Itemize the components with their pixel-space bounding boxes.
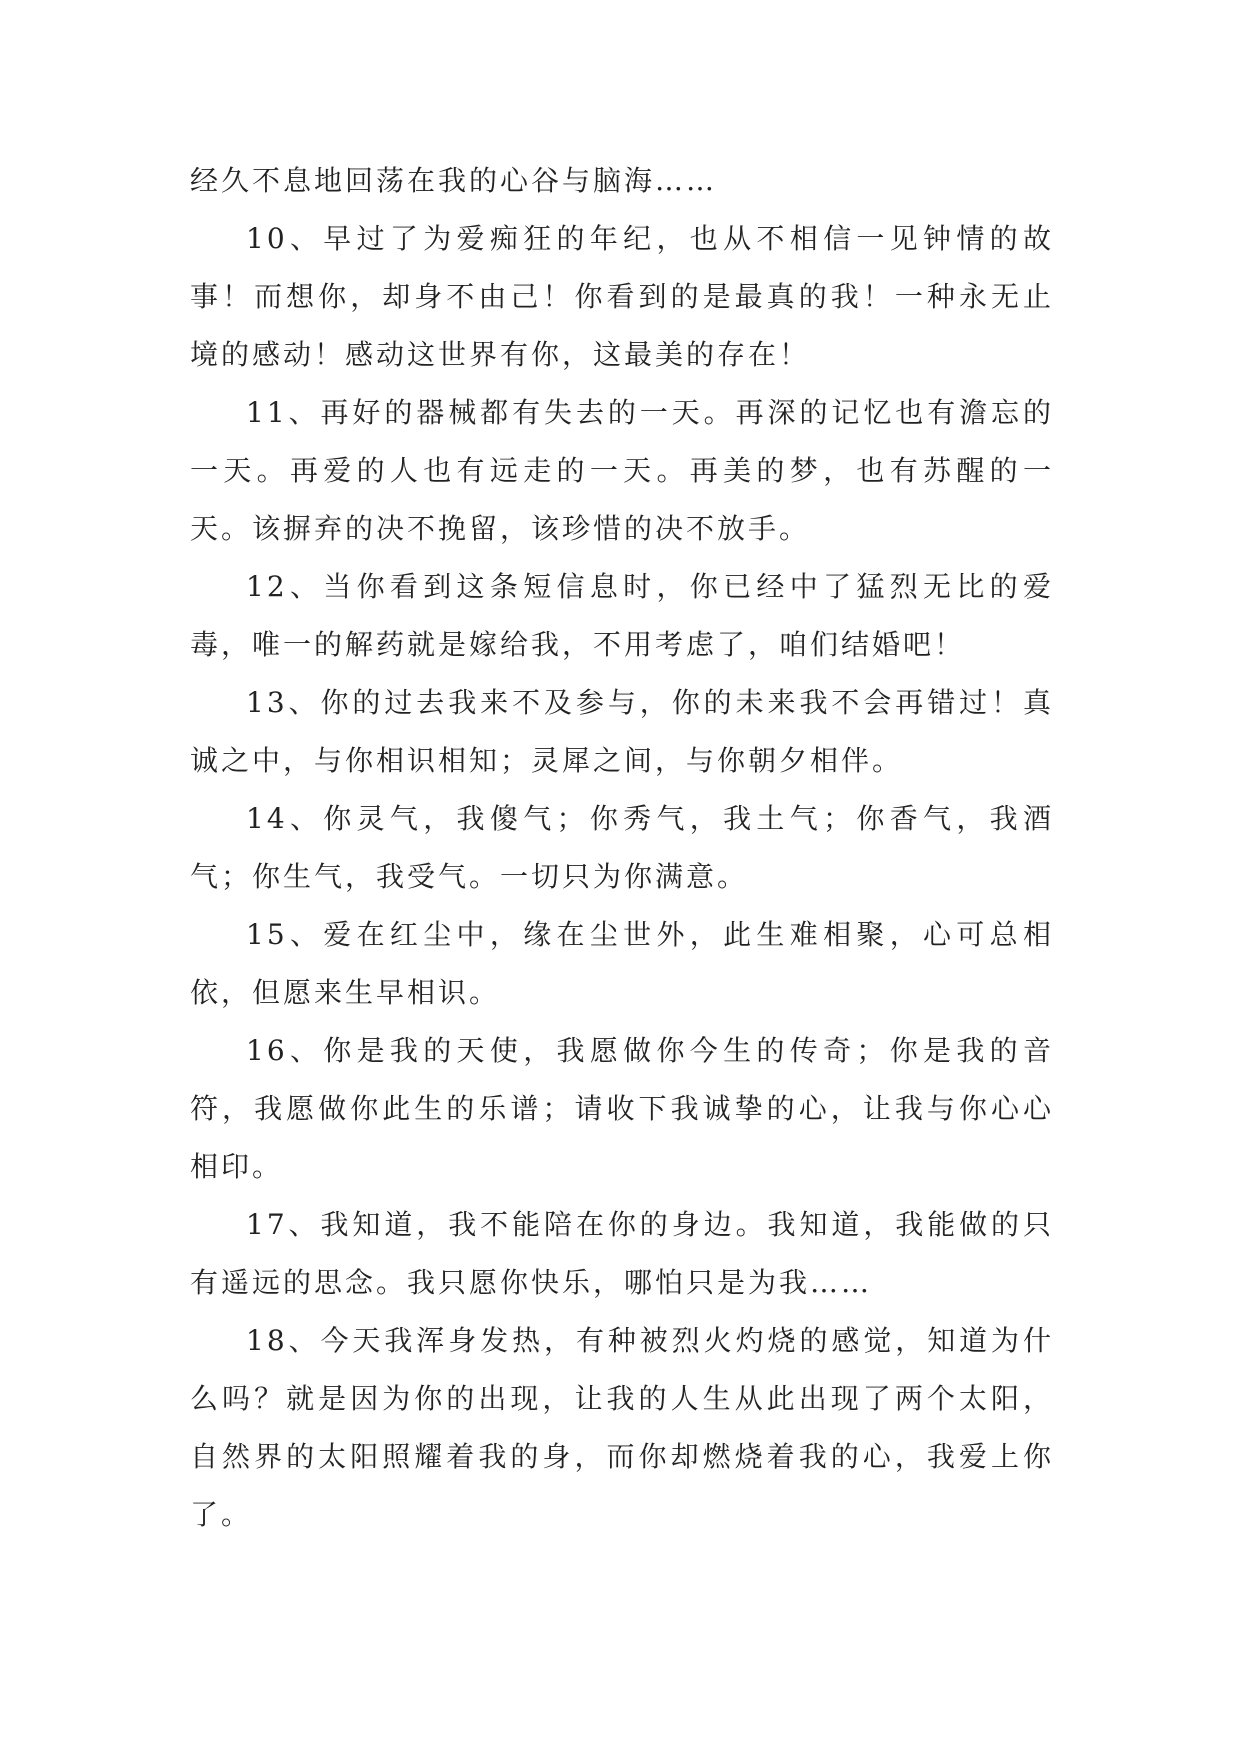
paragraph-13: 13、你的过去我来不及参与，你的未来我不会再错过！真诚之中，与你相识相知；灵犀之间，与你朝夕相伴。	[190, 686, 1054, 777]
paragraph-16: 16、你是我的天使，我愿做你今生的传奇；你是我的音符，我愿做你此生的乐谱；请收下我诚挚的心，让我与你心心相印。	[190, 1034, 1054, 1183]
paragraph-10: 10、早过了为爱痴狂的年纪，也从不相信一见钟情的故事！而想你，却身不由己！你看到的是最真的我！一种永无止境的感动！感动这世界有你，这最美的存在！	[190, 222, 1054, 371]
paragraph-15: 15、爱在红尘中，缘在尘世外，此生难相聚，心可总相依，但愿来生早相识。	[190, 918, 1054, 1009]
paragraph-12: 12、当你看到这条短信息时，你已经中了猛烈无比的爱毒，唯一的解药就是嫁给我，不用考虑了，咱们结婚吧！	[190, 570, 1054, 661]
paragraph-18: 18、今天我浑身发热，有种被烈火灼烧的感觉，知道为什么吗？就是因为你的出现，让我的人生从此出现了两个太阳，自然界的太阳照耀着我的身，而你却燃烧着我的心，我爱上你了。	[190, 1324, 1054, 1531]
paragraph-17: 17、我知道，我不能陪在你的身边。我知道，我能做的只有遥远的思念。我只愿你快乐，哪怕只是为我……	[190, 1208, 1054, 1299]
document-page	[190, 152, 1054, 1544]
paragraph-11: 11、再好的器械都有失去的一天。再深的记忆也有澹忘的一天。再爱的人也有远走的一天。再美的梦，也有苏醒的一天。该摒弃的决不挽留，该珍惜的决不放手。	[190, 396, 1054, 545]
paragraph-continued: 经久不息地回荡在我的心谷与脑海……	[190, 164, 718, 197]
paragraph-14: 14、你灵气，我傻气；你秀气，我土气；你香气，我酒气；你生气，我受气。一切只为你满意。	[190, 802, 1054, 893]
